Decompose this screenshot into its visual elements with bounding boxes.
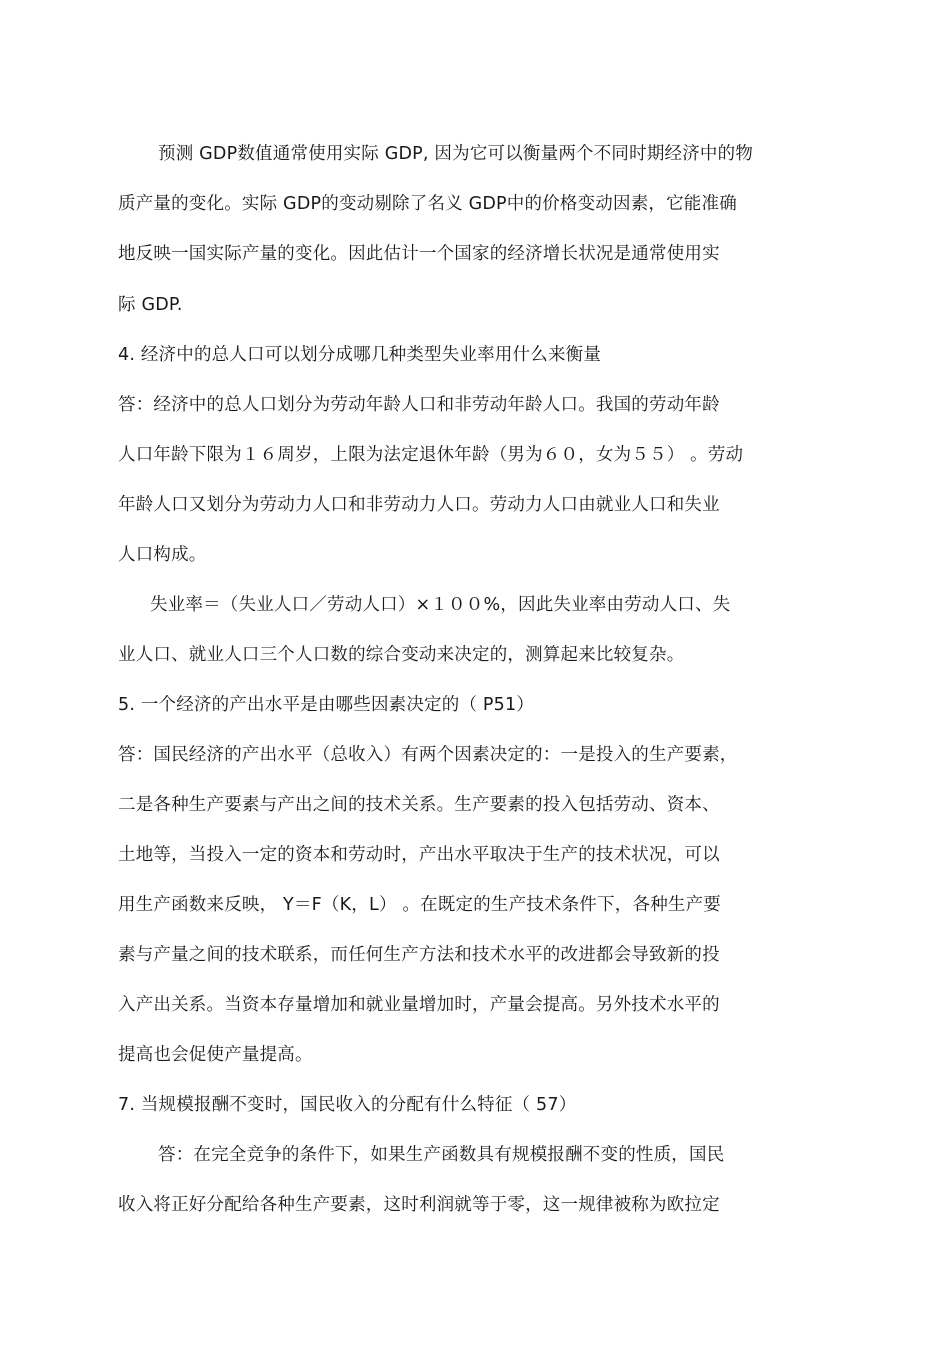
answer-line: 业人口、就业人口三个人口数的综合变动来决定的，测算起来比较复杂。 xyxy=(118,645,685,665)
answer-line: 失业率＝（失业人口／劳动人口）×１００%，因此失业率由劳动人口、失 xyxy=(150,595,731,615)
answer-line: 素与产量之间的技术联系，而任何生产方法和技术水平的改进都会导致新的投 xyxy=(118,945,720,965)
paragraph-line: 际 GDP. xyxy=(118,295,183,315)
answer-line: 答：在完全竞争的条件下，如果生产函数具有规模报酬不变的性质，国民 xyxy=(158,1145,725,1165)
answer-line: 答：经济中的总人口划分为劳动年龄人口和非劳动年龄人口。我国的劳动年龄 xyxy=(118,395,720,415)
question-heading: 4. 经济中的总人口可以划分成哪几种类型失业率用什么来衡量 xyxy=(118,345,602,365)
question-heading: 7. 当规模报酬不变时，国民收入的分配有什么特征（ 57） xyxy=(118,1095,577,1115)
paragraph-line: 地反映一国实际产量的变化。因此估计一个国家的经济增长状况是通常使用实 xyxy=(118,244,720,264)
answer-line: 提高也会促使产量提高。 xyxy=(118,1045,313,1065)
paragraph-line: 质产量的变化。实际 GDP的变动剔除了名义 GDP中的价格变动因素，它能准确 xyxy=(118,194,737,214)
answer-line: 土地等，当投入一定的资本和劳动时，产出水平取决于生产的技术状况，可以 xyxy=(118,845,720,865)
paragraph-line: 预测 GDP数值通常使用实际 GDP, 因为它可以衡量两个不同时期经济中的物 xyxy=(158,144,754,164)
answer-line: 收入将正好分配给各种生产要素，这时利润就等于零，这一规律被称为欧拉定 xyxy=(118,1195,720,1215)
answer-line: 二是各种生产要素与产出之间的技术关系。生产要素的投入包括劳动、资本、 xyxy=(118,795,720,815)
answer-line: 用生产函数来反映， Y＝F（K，L） 。在既定的生产技术条件下，各种生产要 xyxy=(118,895,722,915)
answer-line: 人口年龄下限为１６周岁，上限为法定退休年龄（男为６０，女为５５） 。劳动 xyxy=(118,445,744,465)
answer-line: 人口构成。 xyxy=(118,545,207,565)
answer-line: 入产出关系。当资本存量增加和就业量增加时，产量会提高。另外技术水平的 xyxy=(118,995,720,1015)
answer-line: 答：国民经济的产出水平（总收入）有两个因素决定的：一是投入的生产要素， xyxy=(118,745,738,765)
question-heading: 5. 一个经济的产出水平是由哪些因素决定的（ P51） xyxy=(118,695,535,715)
answer-line: 年龄人口又划分为劳动力人口和非劳动力人口。劳动力人口由就业人口和失业 xyxy=(118,495,720,515)
